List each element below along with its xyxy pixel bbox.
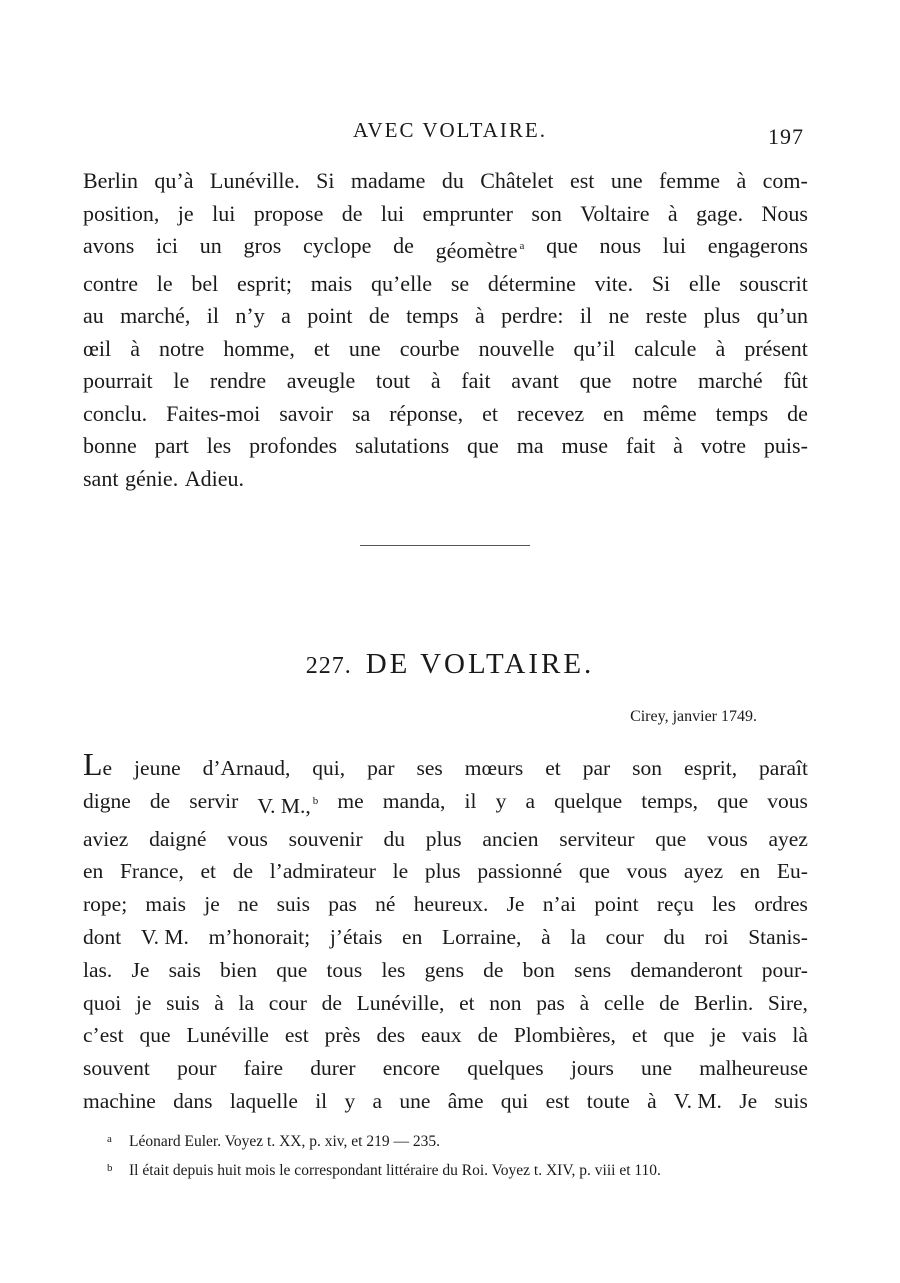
word: et bbox=[313, 335, 330, 361]
word: une bbox=[348, 335, 381, 361]
word: calcule bbox=[634, 335, 697, 361]
word: V. M. bbox=[140, 924, 189, 949]
word: suis bbox=[166, 990, 200, 1015]
word: dont bbox=[83, 924, 122, 949]
word: la bbox=[570, 924, 586, 949]
word: présent bbox=[744, 335, 808, 361]
word: Lunéville. bbox=[209, 168, 300, 193]
word: lui bbox=[212, 200, 236, 226]
word: est bbox=[284, 1023, 309, 1048]
word: à bbox=[647, 1088, 657, 1113]
word: sais bbox=[168, 957, 201, 982]
text-line bbox=[83, 365, 808, 398]
word: ayez bbox=[768, 826, 808, 851]
word: rope; bbox=[83, 892, 128, 917]
word: les bbox=[381, 957, 406, 982]
word: qu’à bbox=[154, 168, 194, 193]
footnotes bbox=[107, 1126, 817, 1184]
word: toute bbox=[586, 1088, 630, 1113]
footnote-text: Il était depuis huit mois le correspondant littéraire du Roi. Voyez t. XIV, p. viii et 110. bbox=[129, 1162, 661, 1179]
word: eaux bbox=[421, 1023, 462, 1048]
word: conclu. bbox=[83, 400, 148, 426]
word: je bbox=[204, 892, 220, 917]
word: l’admirateur bbox=[269, 859, 376, 884]
word: paraît bbox=[759, 756, 808, 780]
word: plus bbox=[703, 303, 741, 328]
footnote-a bbox=[107, 1126, 817, 1155]
letter-dateline: Cirey, janvier 1749. bbox=[630, 708, 757, 725]
word: aviez bbox=[83, 826, 129, 851]
word: Je bbox=[131, 957, 150, 982]
word: ma bbox=[516, 433, 544, 458]
word: à bbox=[736, 168, 747, 193]
text-line bbox=[83, 1085, 808, 1118]
text-line bbox=[83, 230, 808, 268]
word: propose bbox=[253, 200, 324, 226]
word: j’étais bbox=[329, 924, 383, 949]
word: au bbox=[83, 303, 104, 328]
word: Sire, bbox=[767, 990, 808, 1015]
word: nouvelle bbox=[478, 335, 555, 361]
word: a bbox=[372, 1088, 383, 1113]
word: de bbox=[341, 200, 363, 226]
word: en bbox=[402, 924, 423, 949]
word: ses bbox=[416, 756, 443, 780]
word: part bbox=[154, 433, 189, 458]
word: pourrait bbox=[83, 368, 153, 393]
word: avons bbox=[83, 233, 135, 258]
word: Plombières, bbox=[513, 1023, 616, 1048]
word: marché, bbox=[120, 303, 191, 328]
word: en bbox=[83, 859, 104, 884]
word: temps bbox=[406, 303, 459, 328]
word: ne bbox=[608, 303, 630, 328]
word: géomètre $^a$ bbox=[435, 238, 525, 263]
word: France, bbox=[119, 859, 184, 884]
word: que bbox=[579, 368, 612, 393]
word: à bbox=[214, 990, 224, 1015]
word: de bbox=[393, 233, 414, 258]
text-line bbox=[83, 300, 808, 333]
footnote-mark: b bbox=[107, 1162, 113, 1174]
word: sens bbox=[574, 957, 612, 982]
word: vous bbox=[707, 826, 748, 851]
word: durer bbox=[310, 1056, 356, 1081]
word: temps bbox=[715, 400, 769, 426]
text-line bbox=[83, 785, 808, 823]
word: d’Arnaud, bbox=[202, 756, 291, 780]
word: né bbox=[375, 892, 396, 917]
word: même bbox=[642, 400, 697, 426]
page-number: 197 bbox=[768, 124, 804, 149]
word: puis- bbox=[763, 433, 808, 458]
word: point bbox=[594, 892, 639, 917]
word: pour bbox=[177, 1056, 217, 1081]
word: passionné bbox=[477, 859, 563, 884]
word: qu’il bbox=[573, 335, 616, 361]
word: celle bbox=[603, 990, 645, 1015]
word: génie. bbox=[125, 465, 179, 491]
text-line bbox=[83, 268, 808, 301]
word: votre bbox=[700, 433, 746, 458]
word: et bbox=[631, 1023, 648, 1048]
word: là bbox=[792, 1023, 808, 1048]
word: il bbox=[579, 303, 593, 328]
word: qu’un bbox=[756, 303, 808, 328]
word: ordres bbox=[754, 892, 808, 917]
text-line bbox=[83, 1019, 808, 1052]
word: mais bbox=[310, 270, 353, 296]
word: quelques bbox=[467, 1056, 544, 1081]
running-head-title: AVEC VOLTAIRE. bbox=[353, 118, 547, 142]
word: vous bbox=[626, 859, 668, 884]
text-line bbox=[83, 921, 808, 954]
word: détermine bbox=[487, 270, 576, 296]
word: plus bbox=[424, 859, 461, 884]
word: de bbox=[321, 990, 342, 1015]
word: c’est bbox=[83, 1023, 124, 1048]
word: temps, bbox=[641, 788, 699, 813]
word: roi bbox=[704, 924, 729, 949]
text-line bbox=[83, 165, 808, 198]
word: aveugle bbox=[286, 368, 356, 393]
word: Si bbox=[316, 168, 335, 193]
word: que bbox=[467, 433, 499, 458]
word: contre bbox=[83, 270, 138, 296]
word: V. M. bbox=[673, 1088, 722, 1113]
word: Voltaire bbox=[580, 200, 650, 226]
word: vous bbox=[227, 826, 268, 851]
word: tout bbox=[375, 368, 411, 393]
word: pas bbox=[328, 892, 357, 917]
word: mœurs bbox=[464, 756, 524, 780]
word: qui bbox=[500, 1088, 529, 1113]
word: a bbox=[281, 303, 291, 328]
word: daigné bbox=[149, 826, 207, 851]
word: lui bbox=[380, 200, 405, 226]
word: fût bbox=[783, 368, 808, 393]
word: à bbox=[541, 924, 551, 949]
word: profondes bbox=[249, 433, 338, 458]
word: non bbox=[489, 990, 522, 1015]
word: e bbox=[102, 756, 113, 780]
word: jours bbox=[570, 1056, 614, 1081]
word: suis bbox=[774, 1088, 808, 1113]
word: Lunéville bbox=[186, 1023, 269, 1048]
word: ancien bbox=[482, 826, 539, 851]
word: le bbox=[156, 270, 173, 296]
word: courbe bbox=[399, 335, 460, 361]
word: Lorraine, bbox=[442, 924, 522, 949]
word: je bbox=[710, 1023, 726, 1048]
word: Châtelet bbox=[480, 168, 554, 193]
word: près bbox=[324, 1023, 361, 1048]
word: mais bbox=[145, 892, 187, 917]
word: une bbox=[610, 168, 643, 193]
section-divider-rule bbox=[360, 545, 530, 546]
word: notre bbox=[159, 335, 205, 361]
word: Si bbox=[651, 270, 671, 296]
word: savoir bbox=[279, 400, 333, 426]
word: à bbox=[475, 303, 485, 328]
word: un bbox=[199, 233, 222, 258]
word: est bbox=[545, 1088, 570, 1113]
word bbox=[83, 752, 112, 785]
word: son bbox=[632, 756, 662, 780]
text-line bbox=[83, 752, 808, 785]
word: madame bbox=[350, 168, 426, 193]
word: à bbox=[715, 335, 726, 361]
word: Nous bbox=[761, 200, 808, 226]
text-line bbox=[83, 954, 808, 987]
word: le bbox=[173, 368, 190, 393]
word: de bbox=[477, 1023, 498, 1048]
word: une bbox=[399, 1088, 431, 1113]
word: que bbox=[663, 1023, 695, 1048]
word: âme bbox=[447, 1088, 484, 1113]
word: rendre bbox=[209, 368, 267, 393]
word: vite. bbox=[594, 270, 634, 296]
footnote-reference: b bbox=[312, 794, 319, 807]
word: du bbox=[383, 826, 405, 851]
word: à bbox=[673, 433, 683, 458]
word: serviteur bbox=[559, 826, 635, 851]
word: œil bbox=[83, 335, 112, 361]
word: encore bbox=[382, 1056, 441, 1081]
word: faire bbox=[243, 1056, 284, 1081]
word: recevez bbox=[516, 400, 585, 426]
word: sa bbox=[351, 400, 371, 426]
word: est bbox=[569, 168, 595, 193]
word: y bbox=[344, 1088, 356, 1113]
word: les bbox=[206, 433, 232, 458]
word: homme, bbox=[223, 335, 295, 361]
drop-cap: L bbox=[83, 752, 103, 782]
word: femme bbox=[658, 168, 721, 193]
word: la bbox=[238, 990, 255, 1015]
word: bien bbox=[220, 957, 258, 982]
word: ayez bbox=[683, 859, 724, 884]
word: salutations bbox=[355, 433, 450, 458]
word: il bbox=[315, 1088, 328, 1113]
word: me bbox=[337, 788, 364, 813]
word: cour bbox=[605, 924, 644, 949]
word: dans bbox=[173, 1088, 213, 1113]
word: suis bbox=[276, 892, 311, 917]
footnote-b bbox=[107, 1155, 817, 1184]
word: des bbox=[376, 1023, 406, 1048]
word: cour bbox=[268, 990, 307, 1015]
word: gros bbox=[243, 233, 282, 258]
word: V. M., $^b$ bbox=[257, 793, 319, 818]
word: fait bbox=[461, 368, 491, 393]
word: Berlin bbox=[83, 168, 138, 193]
text-line bbox=[83, 430, 808, 463]
word: muse bbox=[561, 433, 608, 458]
word: manda, bbox=[382, 788, 446, 813]
word: esprit; bbox=[236, 270, 292, 296]
text-line bbox=[83, 198, 808, 231]
word: notre bbox=[632, 368, 678, 393]
word: que bbox=[276, 957, 308, 982]
word: a bbox=[525, 788, 535, 813]
word: n’ai bbox=[542, 892, 577, 917]
word: il bbox=[206, 303, 220, 328]
word: esprit, bbox=[683, 756, 738, 780]
word: point bbox=[307, 303, 353, 328]
word: ici bbox=[156, 233, 179, 258]
word: à bbox=[430, 368, 441, 393]
word: par bbox=[582, 756, 611, 780]
word: de bbox=[232, 859, 254, 884]
word: reçu bbox=[656, 892, 694, 917]
text-line bbox=[83, 1052, 808, 1085]
word: m’honorait; bbox=[208, 924, 311, 949]
word: marché bbox=[697, 368, 763, 393]
word: à bbox=[579, 990, 590, 1015]
word: demanderont bbox=[630, 957, 743, 982]
text-line bbox=[83, 888, 808, 921]
word: malheureuse bbox=[699, 1056, 808, 1081]
word: qu’elle bbox=[370, 270, 433, 296]
word: je bbox=[135, 990, 152, 1015]
word: et bbox=[545, 756, 561, 780]
word: les bbox=[712, 892, 736, 917]
word: bonne bbox=[83, 433, 137, 458]
word: vous bbox=[767, 788, 808, 813]
word: perdre: bbox=[501, 303, 564, 328]
word: de bbox=[368, 303, 390, 328]
word: et bbox=[482, 400, 499, 426]
word: bel bbox=[191, 270, 219, 296]
word: vais bbox=[741, 1023, 777, 1048]
text-line bbox=[83, 987, 808, 1020]
word: souvenir bbox=[288, 826, 363, 851]
word: reste bbox=[645, 303, 688, 328]
word: Berlin. bbox=[694, 990, 754, 1015]
word: de bbox=[149, 788, 171, 813]
word: et bbox=[200, 859, 217, 884]
word: Je bbox=[739, 1088, 758, 1113]
letter-heading bbox=[0, 648, 900, 681]
word: emprunter bbox=[422, 200, 513, 226]
word: plus bbox=[425, 826, 462, 851]
word: tous bbox=[326, 957, 363, 982]
word: de bbox=[483, 957, 504, 982]
word: Stanis- bbox=[748, 924, 808, 949]
text-line bbox=[83, 855, 808, 888]
word: se bbox=[450, 270, 470, 296]
word: elle bbox=[688, 270, 721, 296]
word: pour- bbox=[761, 957, 808, 982]
word: Je bbox=[506, 892, 525, 917]
word: je bbox=[177, 200, 194, 226]
word: bon bbox=[522, 957, 555, 982]
footnote-reference: a bbox=[519, 240, 525, 252]
word: du bbox=[441, 168, 464, 193]
word: il bbox=[464, 788, 477, 813]
word: souvent bbox=[83, 1056, 150, 1081]
word: quelque bbox=[554, 788, 623, 813]
word: laquelle bbox=[229, 1088, 298, 1113]
word: son bbox=[531, 200, 562, 226]
word: gage. bbox=[696, 200, 744, 226]
word: Faites-moi bbox=[166, 400, 261, 426]
word: heureux. bbox=[413, 892, 489, 917]
word: à bbox=[130, 335, 140, 361]
word: du bbox=[663, 924, 685, 949]
word: position, bbox=[83, 200, 160, 226]
word: par bbox=[367, 756, 395, 780]
word: gens bbox=[424, 957, 464, 982]
word: cyclope bbox=[303, 233, 372, 258]
word: en bbox=[739, 859, 761, 884]
running-head bbox=[0, 118, 900, 148]
word: fait bbox=[625, 433, 656, 458]
word: jeune bbox=[134, 756, 181, 780]
word: en bbox=[603, 400, 624, 426]
word: nous bbox=[599, 233, 642, 258]
word: com- bbox=[762, 168, 808, 193]
text-line bbox=[83, 463, 808, 496]
word: de bbox=[787, 400, 808, 426]
word: n’y bbox=[235, 303, 265, 328]
word: Adieu. bbox=[184, 465, 245, 491]
word: réponse, bbox=[389, 400, 464, 426]
word: que bbox=[578, 859, 610, 884]
letter-number: 227. bbox=[305, 653, 352, 679]
word: lui bbox=[662, 233, 687, 258]
word: Eu- bbox=[776, 859, 808, 884]
word: sant bbox=[83, 465, 119, 491]
word: à bbox=[667, 200, 678, 226]
word: ne bbox=[238, 892, 259, 917]
text-line bbox=[83, 823, 808, 856]
word: que bbox=[655, 826, 687, 851]
word: que bbox=[717, 788, 749, 813]
word: pas bbox=[536, 990, 565, 1015]
word: et bbox=[459, 990, 475, 1015]
word: qui, bbox=[312, 756, 346, 780]
word: le bbox=[392, 859, 409, 884]
word: souscrit bbox=[739, 270, 808, 296]
word: quoi bbox=[83, 990, 122, 1015]
letter-title: DE VOLTAIRE. bbox=[365, 648, 595, 680]
text-line bbox=[83, 333, 808, 366]
word: las. bbox=[83, 957, 113, 982]
word: de bbox=[659, 990, 680, 1015]
word: que bbox=[139, 1023, 171, 1048]
word: servir bbox=[189, 788, 239, 813]
text-line bbox=[83, 398, 808, 431]
word: engagerons bbox=[707, 233, 808, 258]
word: machine bbox=[83, 1088, 156, 1113]
word: digne bbox=[83, 788, 131, 813]
letter-226-closing-paragraph bbox=[83, 165, 808, 495]
word: y bbox=[495, 788, 507, 813]
word: que bbox=[546, 233, 578, 258]
footnote-mark: a bbox=[107, 1133, 112, 1145]
footnote-text: Léonard Euler. Voyez t. XX, p. xiv, et 219 — 235. bbox=[129, 1133, 440, 1150]
letter-227-body-paragraph bbox=[83, 752, 808, 1118]
word: avant bbox=[511, 368, 559, 393]
word: une bbox=[641, 1056, 673, 1081]
word: Lunéville, bbox=[356, 990, 445, 1015]
